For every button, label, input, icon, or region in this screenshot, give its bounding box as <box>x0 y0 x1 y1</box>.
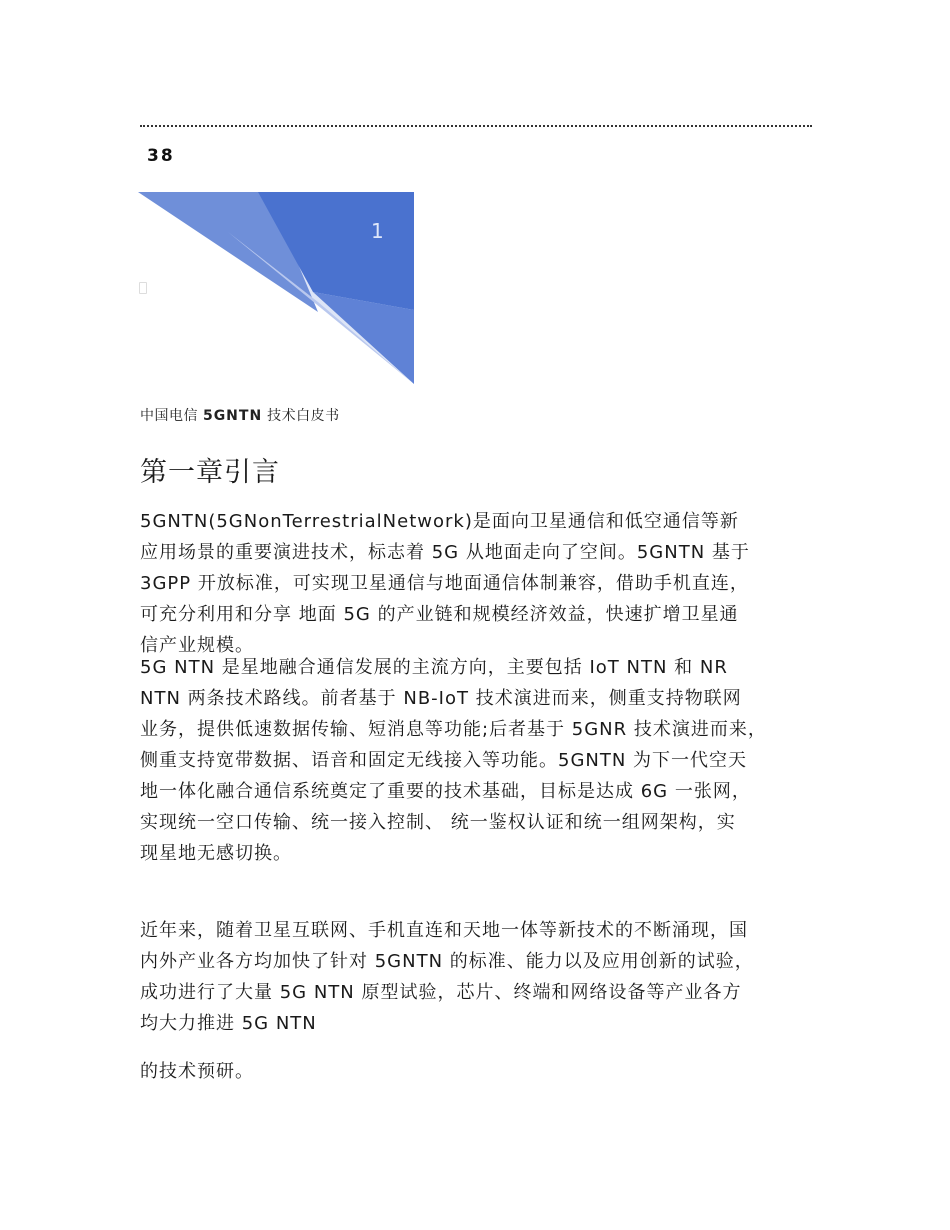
paragraph-3 <box>140 915 820 1039</box>
paragraph-line: 内外产业各方均加快了针对 5GNTN 的标准、能力以及应用创新的试验， <box>140 951 754 972</box>
paragraph-line: 应用场景的重要演进技术，标志着 5G 从地面走向了空间。5GNTN 基于 <box>140 542 750 563</box>
corner-triangle-graphic <box>138 192 414 384</box>
paragraph-line: 3GPP 开放标准，可实现卫星通信与地面通信体制兼容，借助手机直连， <box>140 573 749 594</box>
paragraph-line: 5GNTN(5GNonTerrestrialNetwork)是面向卫星通信和低空通信等新 <box>140 511 739 532</box>
paragraph-line: 的技术预研。 <box>140 1061 254 1082</box>
document-title-suffix: 技术白皮书 <box>267 408 340 424</box>
document-title-prefix: 中国电信 <box>140 408 198 424</box>
paragraph-2 <box>140 652 820 869</box>
paragraph-line: 可充分利用和分享 地面 5G 的产业链和规模经济效益，快速扩增卫星通 <box>140 604 739 625</box>
paragraph-line: 业务，提供低速数据传输、短消息等功能;后者基于 5GNR 技术演进而来， <box>140 719 767 740</box>
header-dotted-rule <box>140 125 812 127</box>
paragraph-line: 地一体化融合通信系统奠定了重要的技术基础，目标是达成 6G 一张网， <box>140 781 751 802</box>
margin-mark <box>139 282 147 294</box>
paragraph-4 <box>140 1056 820 1087</box>
paragraph-line: NTN 两条技术路线。前者基于 NB-IoT 技术演进而来，侧重支持物联网 <box>140 688 742 709</box>
paragraph-line: 近年来，随着卫星互联网、手机直连和天地一体等新技术的不断涌现，国 <box>140 920 748 941</box>
document-title-bold: 5GNTN <box>202 408 263 424</box>
paragraph-line: 成功进行了大量 5G NTN 原型试验，芯片、终端和网络设备等产业各方 <box>140 982 742 1003</box>
paragraph-line: 均大力推进 5G NTN <box>140 1013 317 1034</box>
paragraph-1 <box>140 506 820 661</box>
paragraph-line: 信产业规模。 <box>140 635 254 656</box>
page-number: 38 <box>147 146 175 166</box>
paragraph-line: 5G NTN 是星地融合通信发展的主流方向，主要包括 IoT NTN 和 NR <box>140 657 728 678</box>
paragraph-line: 侧重支持宽带数据、语音和固定无线接入等功能。5GNTN 为下一代空天 <box>140 750 748 771</box>
paragraph-line: 现星地无感切换。 <box>140 843 292 864</box>
paragraph-line: 实现统一空口传输、统一接入控制、 统一鉴权认证和统一组网架构，实 <box>140 812 736 833</box>
graphic-label: 1 <box>371 219 384 243</box>
chapter-heading: 第一章引言 <box>140 457 280 488</box>
document-title <box>140 405 340 425</box>
